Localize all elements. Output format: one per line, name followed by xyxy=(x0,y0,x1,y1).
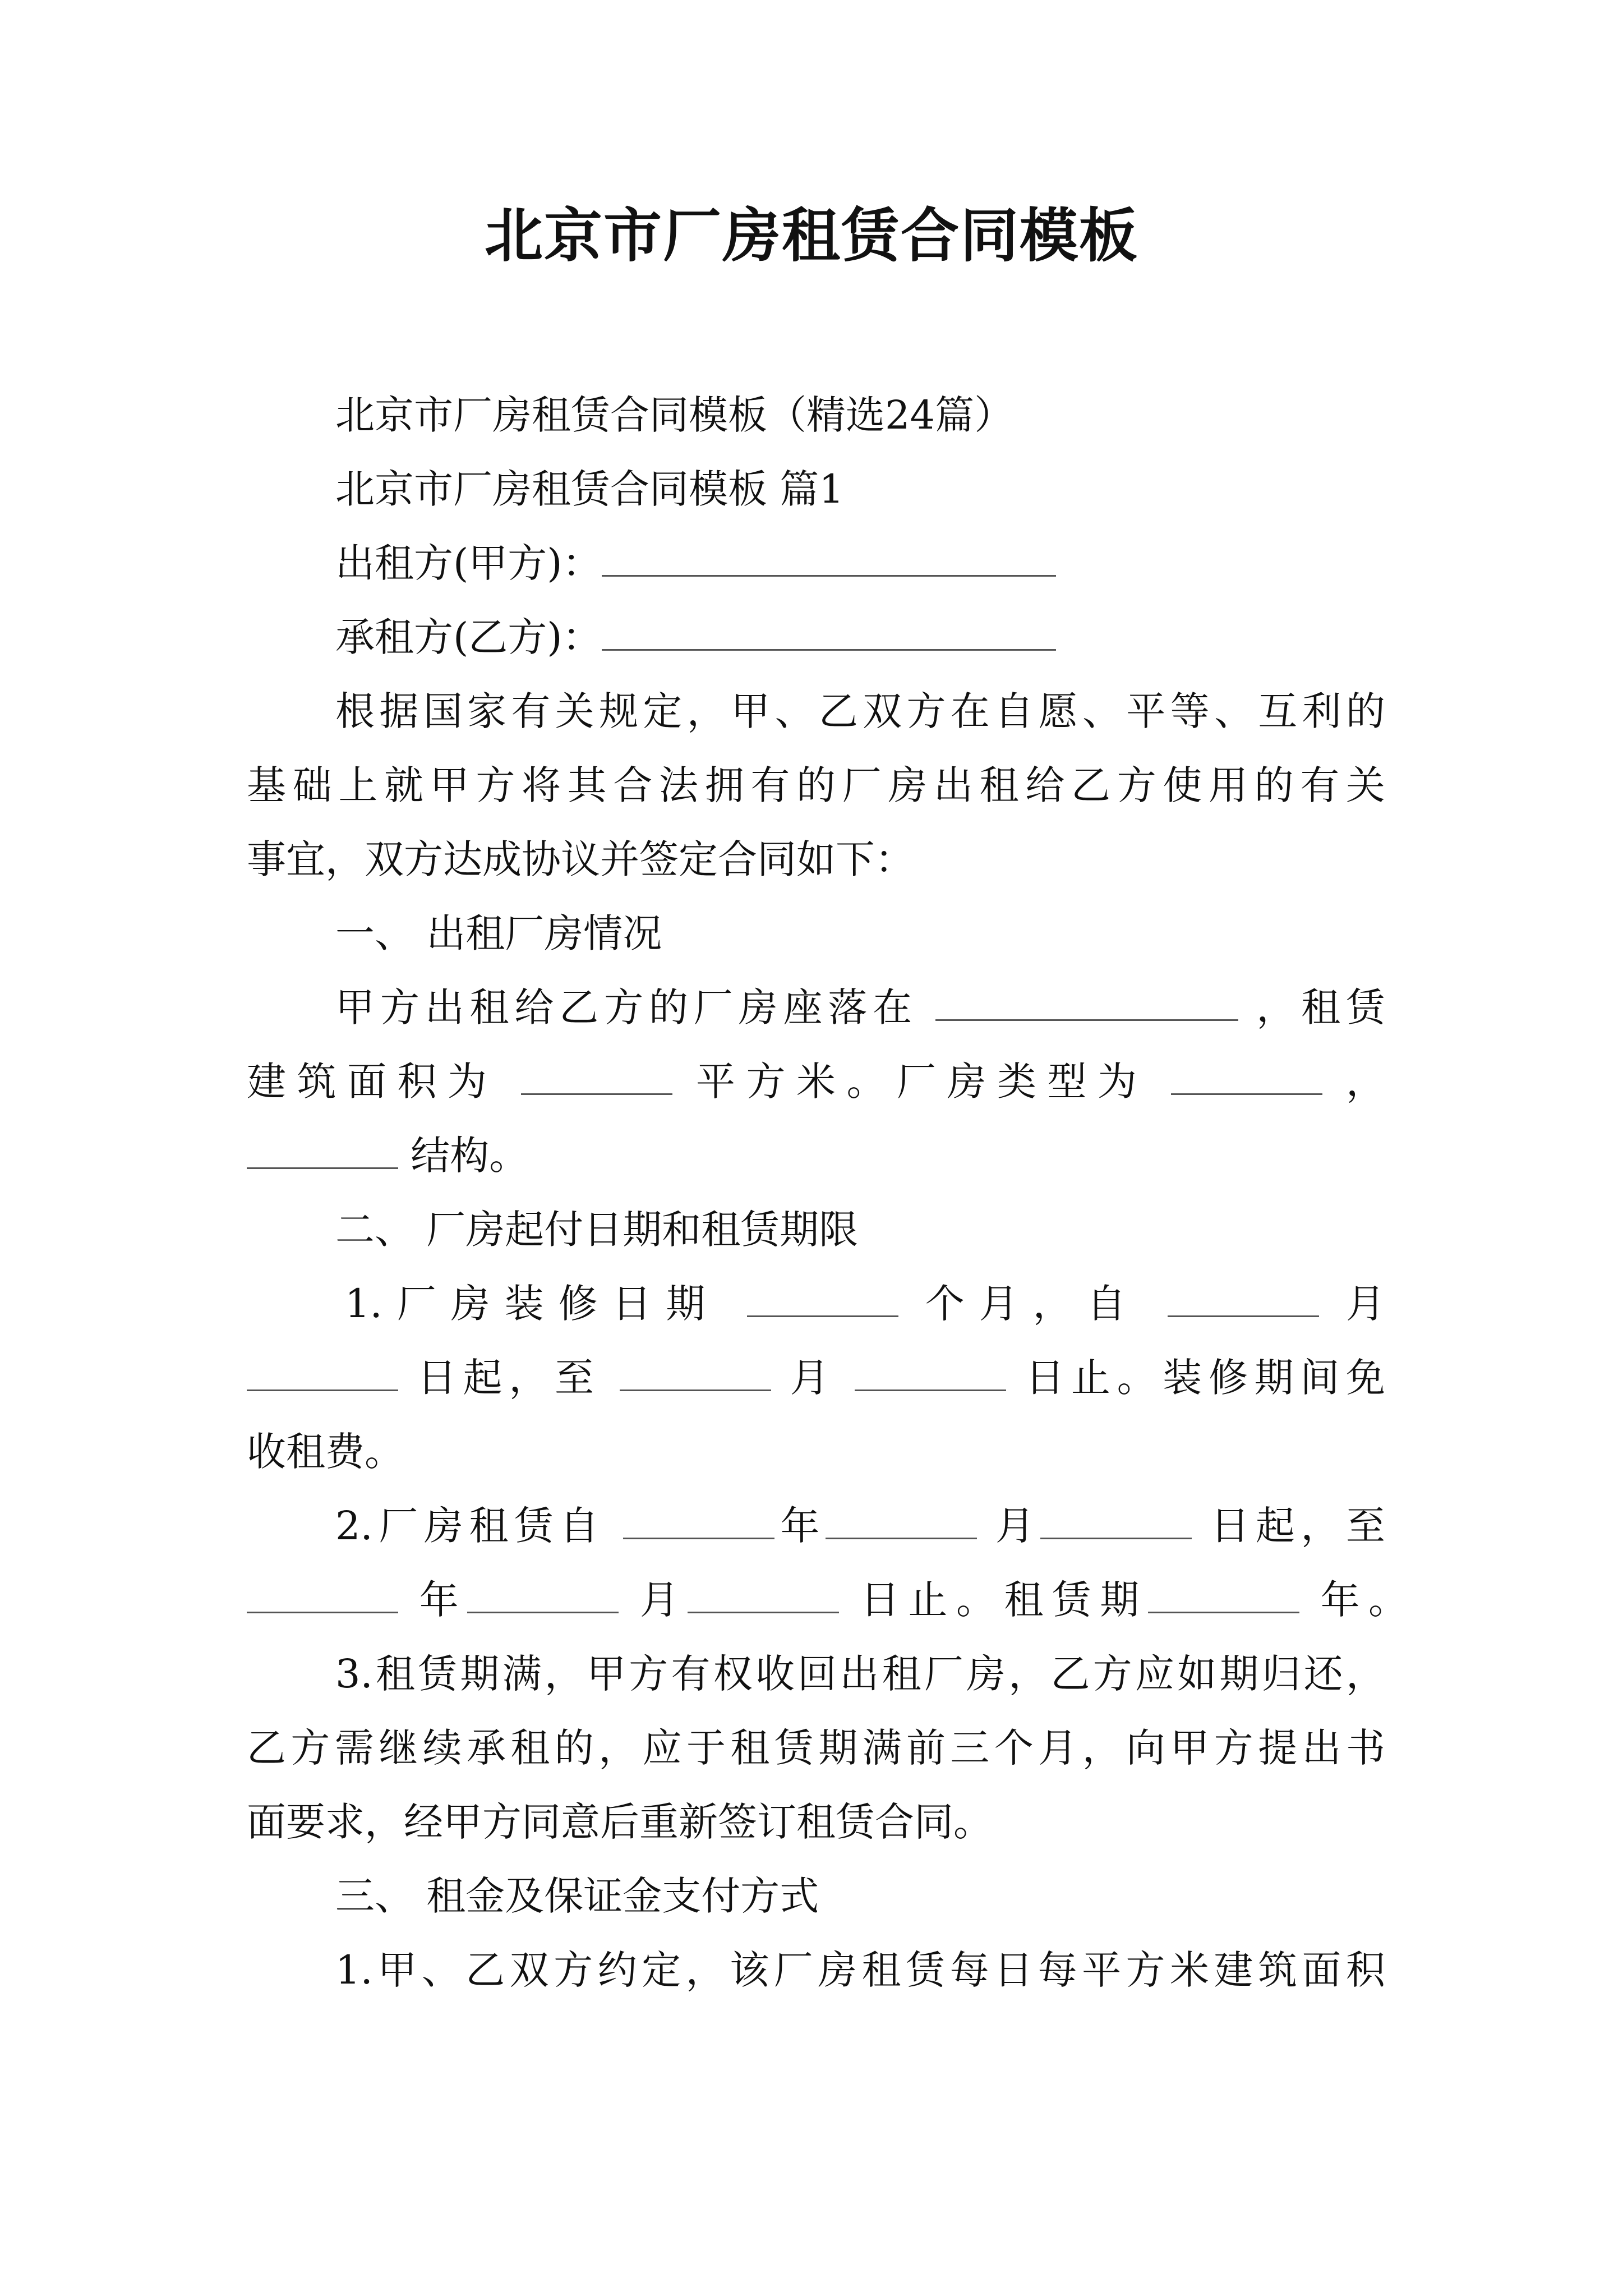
paragraph-line xyxy=(345,1276,1385,1332)
lessor-blank[interactable] xyxy=(602,539,1056,577)
paragraph-line xyxy=(247,1350,1385,1406)
section-heading: 北京市厂房租赁合同模板 篇1 xyxy=(335,466,844,512)
clause-text: 月 xyxy=(1345,1281,1385,1327)
lease-start-day-blank[interactable] xyxy=(1040,1502,1192,1539)
location-blank[interactable] xyxy=(935,983,1238,1021)
paragraph-line xyxy=(247,1128,1385,1184)
months-blank[interactable] xyxy=(747,1280,898,1317)
clause-text: 平方米。厂房类型为 xyxy=(695,1059,1148,1105)
clause-text: 月 xyxy=(790,1355,836,1401)
end-day-blank[interactable] xyxy=(855,1354,1006,1391)
clause-text: 甲方出租给乙方的厂房座落在 xyxy=(335,984,918,1030)
clause-heading: 三、 租金及保证金支付方式 xyxy=(335,1873,819,1919)
intro-line: 北京市厂房租赁合同模板（精选24篇） xyxy=(335,392,1014,438)
clause-text: 年。 xyxy=(1320,1577,1408,1623)
start-month-blank[interactable] xyxy=(1168,1280,1319,1317)
clause-heading: 二、 厂房起付日期和租赁期限 xyxy=(335,1207,859,1253)
paragraph-line xyxy=(247,1572,1408,1628)
clause-text: ，租赁 xyxy=(1256,984,1385,1030)
paragraph-line xyxy=(247,1053,1385,1110)
lease-start-year-blank[interactable] xyxy=(623,1502,774,1539)
structure-blank[interactable] xyxy=(247,1131,398,1169)
clause-text: 月 xyxy=(639,1577,688,1623)
area-blank[interactable] xyxy=(521,1057,672,1095)
paragraph-line: 根据国家有关规定，甲、乙双方在自愿、平等、互利的 xyxy=(335,688,1385,734)
paragraph-line: 乙方需继续承租的，应于租赁期满前三个月，向甲方提出书 xyxy=(247,1725,1385,1771)
start-day-blank[interactable] xyxy=(247,1354,398,1391)
lessee-line xyxy=(335,609,1385,665)
lessor-line xyxy=(335,535,1385,591)
clause-text: 月 xyxy=(995,1503,1041,1549)
end-month-blank[interactable] xyxy=(620,1354,771,1391)
paragraph-line: 收租费。 xyxy=(247,1429,404,1475)
clause-text: 日起，至 xyxy=(1210,1503,1385,1549)
clause-text: 2.厂房租赁自 xyxy=(335,1503,605,1549)
document-title: 北京市厂房租赁合同模板 xyxy=(484,201,1138,270)
clause-text: 结构。 xyxy=(411,1133,529,1179)
lease-end-month-blank[interactable] xyxy=(467,1576,619,1613)
clause-text: 日起，至 xyxy=(417,1355,601,1401)
paragraph-line: 3.租赁期满，甲方有权收回出租厂房，乙方应如期归还， xyxy=(335,1651,1385,1697)
paragraph-line: 面要求，经甲方同意后重新签订租赁合同。 xyxy=(247,1799,993,1845)
clause-text: ， xyxy=(1345,1059,1385,1105)
paragraph-line xyxy=(335,1498,1385,1554)
paragraph-line xyxy=(335,979,1385,1036)
type-blank[interactable] xyxy=(1171,1057,1322,1095)
lessor-label: 出租方(甲方)： xyxy=(335,540,602,586)
clause-text: 1.厂房装修日期 xyxy=(345,1281,720,1327)
lease-start-month-blank[interactable] xyxy=(826,1502,977,1539)
clause-text: 年 xyxy=(774,1503,826,1549)
lease-term-blank[interactable] xyxy=(1148,1576,1299,1613)
clause-text: 日止。装修期间免 xyxy=(1025,1355,1386,1401)
paragraph-line: 基础上就甲方将其合法拥有的厂房出租给乙方使用的有关 xyxy=(247,762,1385,808)
paragraph-line: 事宜，双方达成协议并签定合同如下： xyxy=(247,836,914,882)
lessee-label: 承租方(乙方)： xyxy=(335,614,602,660)
clause-heading: 一、 出租厂房情况 xyxy=(335,910,662,956)
lease-end-year-blank[interactable] xyxy=(247,1576,398,1613)
clause-text: 个月，自 xyxy=(925,1281,1141,1327)
clause-text: 年 xyxy=(419,1577,468,1623)
paragraph-line: 1.甲、乙双方约定，该厂房租赁每日每平方米建筑面积 xyxy=(335,1947,1385,1993)
lessee-blank[interactable] xyxy=(602,613,1056,651)
lease-end-day-blank[interactable] xyxy=(688,1576,839,1613)
clause-text: 日止。租赁期 xyxy=(860,1577,1148,1623)
clause-text: 建筑面积为 xyxy=(247,1059,498,1105)
